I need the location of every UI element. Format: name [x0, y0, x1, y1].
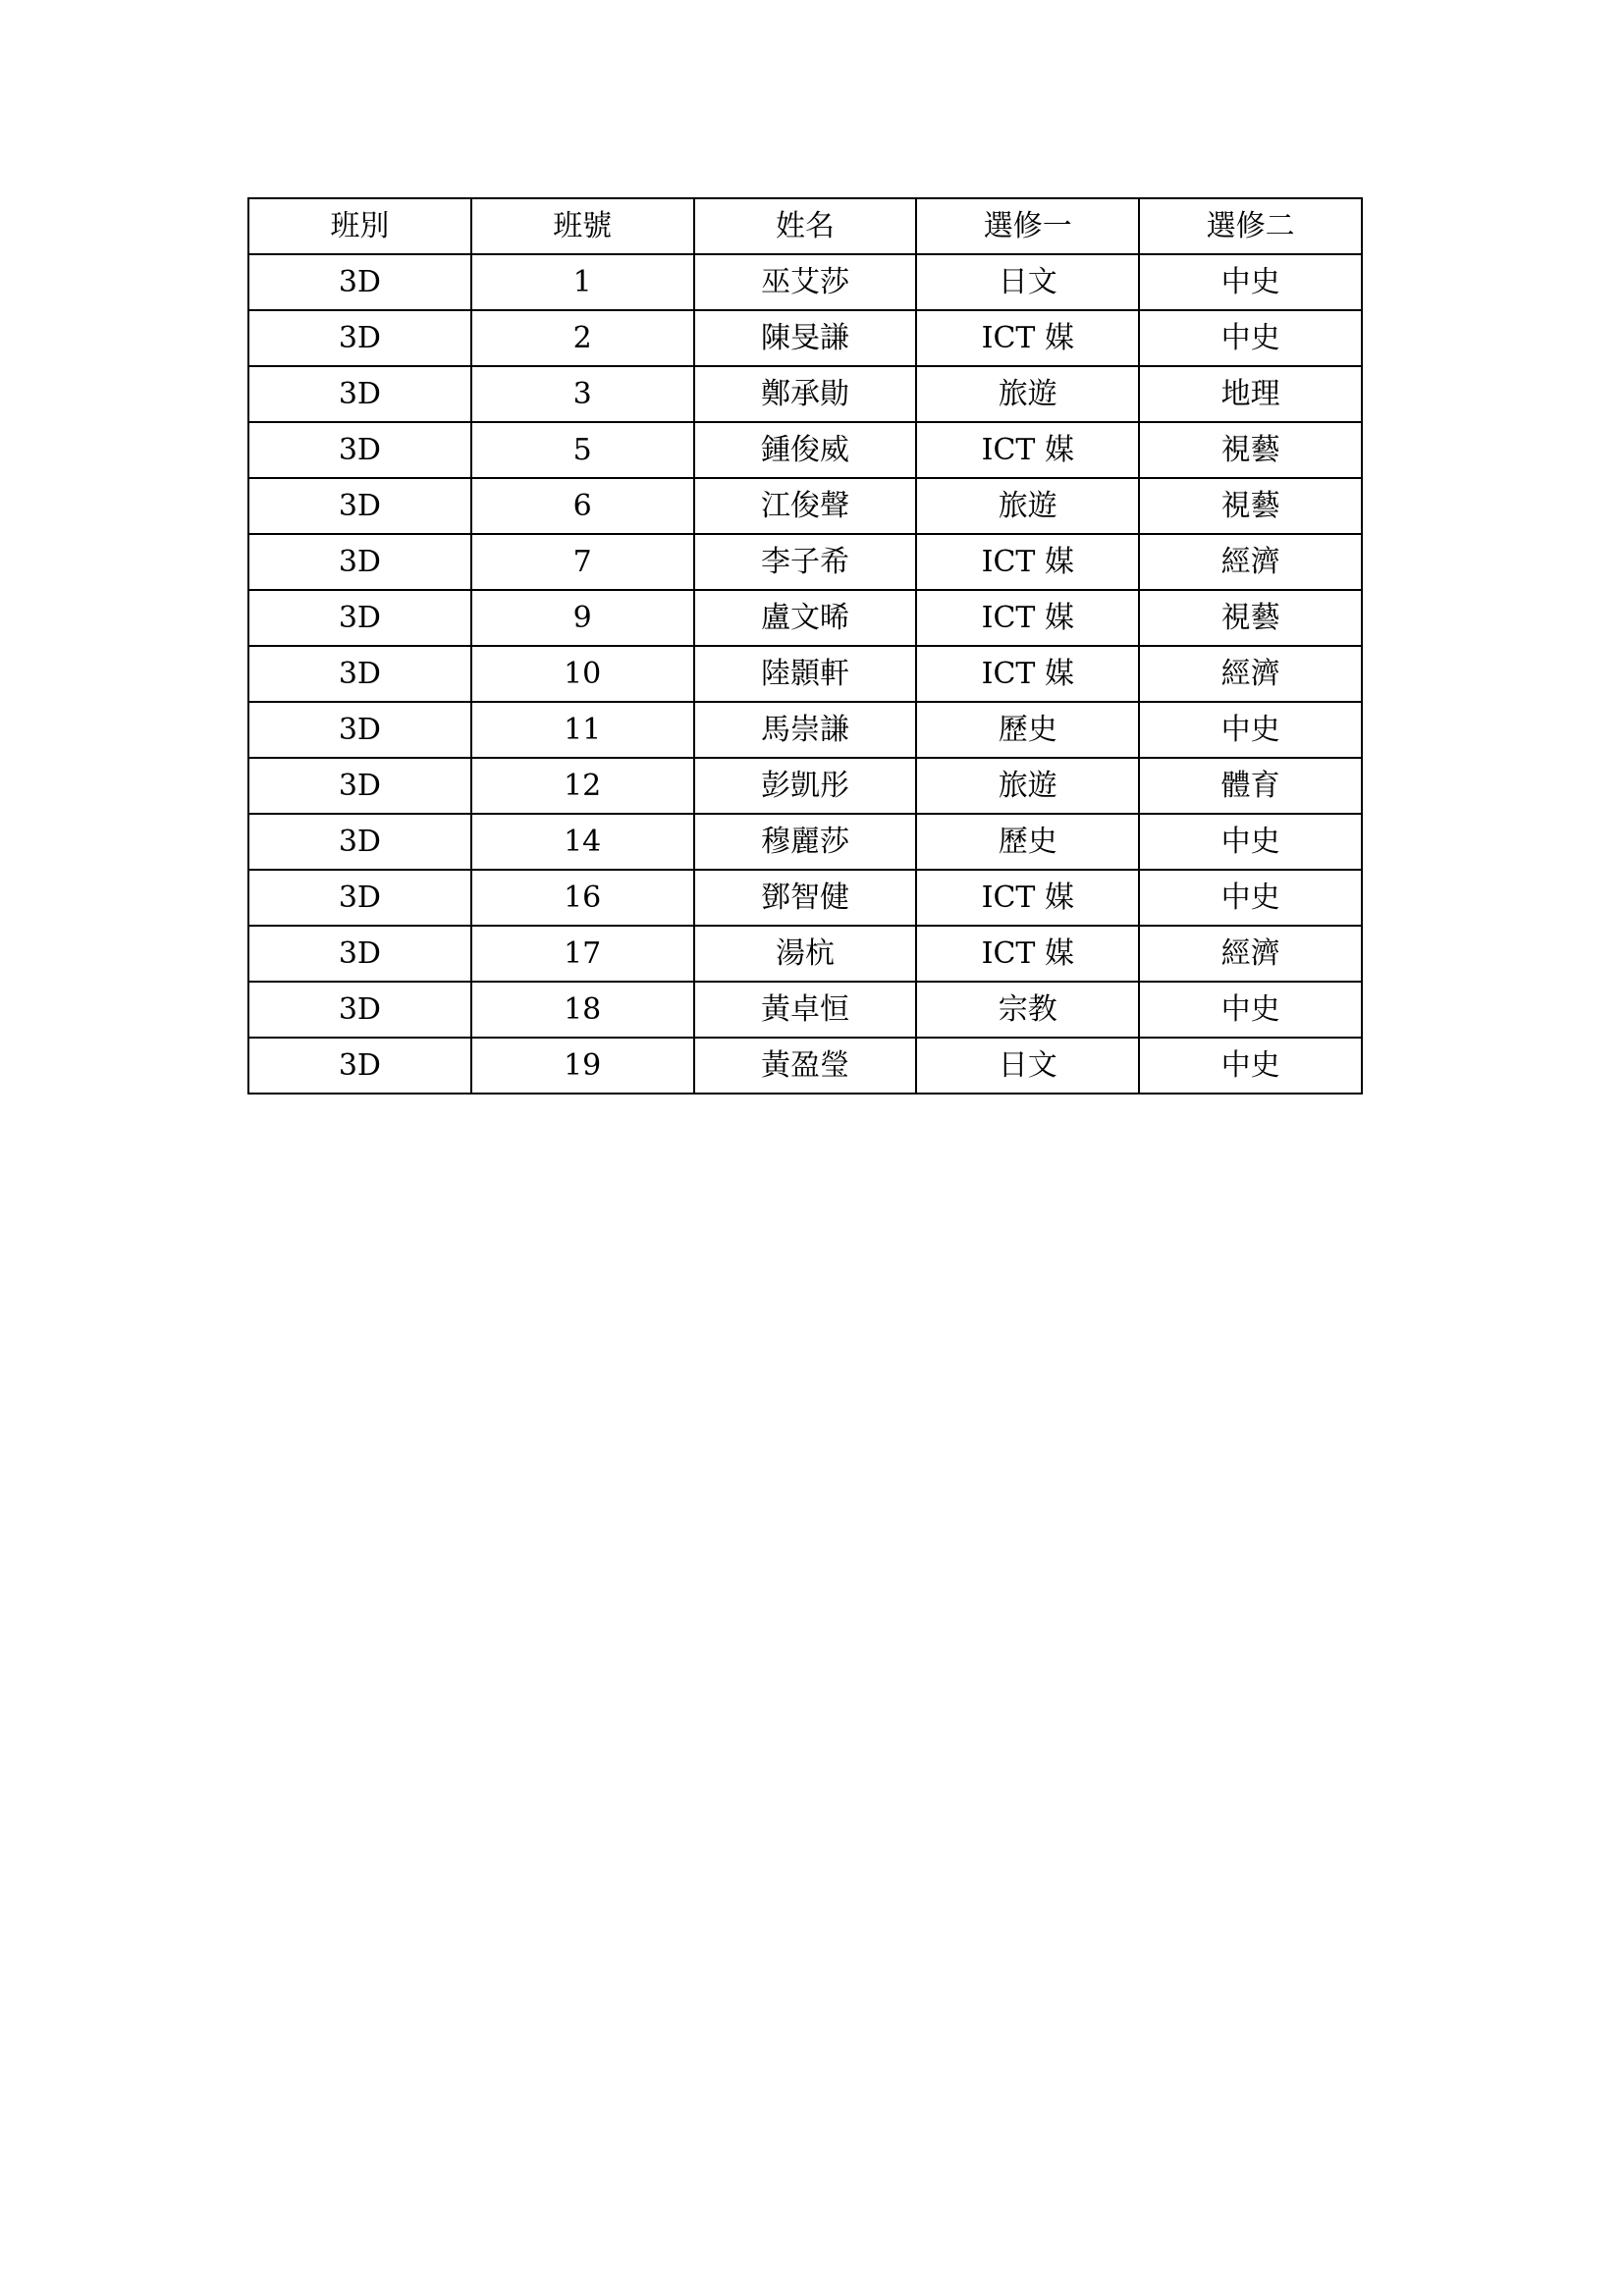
table-row — [248, 646, 1362, 702]
cell-name: 盧文晞 — [694, 590, 917, 646]
cell-name: 鄧智健 — [694, 870, 917, 926]
cell-elective-2: 經濟 — [1139, 534, 1362, 590]
cell-class: 3D — [248, 590, 471, 646]
table-row — [248, 422, 1362, 478]
cell-elective-2: 視藝 — [1139, 590, 1362, 646]
cell-class: 3D — [248, 478, 471, 534]
cell-class: 3D — [248, 534, 471, 590]
cell-elective-2: 中史 — [1139, 310, 1362, 366]
cell-elective-1: 宗教 — [916, 982, 1139, 1038]
cell-elective-1: ICT 媒 — [916, 926, 1139, 982]
cell-name: 彭凱彤 — [694, 758, 917, 814]
cell-class-number: 18 — [471, 982, 694, 1038]
cell-elective-1: 歷史 — [916, 702, 1139, 758]
table-row — [248, 478, 1362, 534]
table-row — [248, 814, 1362, 870]
table-row — [248, 534, 1362, 590]
cell-class: 3D — [248, 422, 471, 478]
cell-name: 黃盈瑩 — [694, 1038, 917, 1094]
cell-name: 湯杭 — [694, 926, 917, 982]
cell-elective-2: 地理 — [1139, 366, 1362, 422]
cell-elective-2: 視藝 — [1139, 478, 1362, 534]
table-row — [248, 702, 1362, 758]
cell-elective-1: 旅遊 — [916, 366, 1139, 422]
cell-elective-1: ICT 媒 — [916, 870, 1139, 926]
cell-name: 黃卓恒 — [694, 982, 917, 1038]
cell-name: 陸顥軒 — [694, 646, 917, 702]
cell-name: 穆麗莎 — [694, 814, 917, 870]
cell-elective-2: 中史 — [1139, 982, 1362, 1038]
table-row — [248, 982, 1362, 1038]
cell-class: 3D — [248, 982, 471, 1038]
table-row — [248, 254, 1362, 310]
cell-class-number: 11 — [471, 702, 694, 758]
table-row — [248, 870, 1362, 926]
cell-class-number: 1 — [471, 254, 694, 310]
table-header-row — [248, 198, 1362, 254]
cell-class: 3D — [248, 926, 471, 982]
cell-name: 馬崇謙 — [694, 702, 917, 758]
cell-elective-2: 中史 — [1139, 814, 1362, 870]
cell-elective-1: 歷史 — [916, 814, 1139, 870]
cell-class: 3D — [248, 646, 471, 702]
header-elective-1: 選修一 — [916, 198, 1139, 254]
table-row — [248, 366, 1362, 422]
table-row — [248, 590, 1362, 646]
cell-class: 3D — [248, 366, 471, 422]
cell-class-number: 17 — [471, 926, 694, 982]
cell-elective-1: ICT 媒 — [916, 534, 1139, 590]
cell-class: 3D — [248, 814, 471, 870]
header-class-number: 班號 — [471, 198, 694, 254]
cell-class-number: 6 — [471, 478, 694, 534]
cell-elective-1: 旅遊 — [916, 478, 1139, 534]
cell-class-number: 14 — [471, 814, 694, 870]
cell-elective-2: 中史 — [1139, 702, 1362, 758]
header-name: 姓名 — [694, 198, 917, 254]
cell-name: 鄭承勛 — [694, 366, 917, 422]
cell-class-number: 12 — [471, 758, 694, 814]
cell-class-number: 16 — [471, 870, 694, 926]
cell-name: 陳旻謙 — [694, 310, 917, 366]
cell-elective-1: 旅遊 — [916, 758, 1139, 814]
cell-class: 3D — [248, 254, 471, 310]
cell-class-number: 2 — [471, 310, 694, 366]
cell-elective-2: 中史 — [1139, 254, 1362, 310]
table-row — [248, 758, 1362, 814]
cell-name: 鍾俊威 — [694, 422, 917, 478]
cell-class-number: 10 — [471, 646, 694, 702]
cell-elective-1: ICT 媒 — [916, 422, 1139, 478]
cell-class-number: 19 — [471, 1038, 694, 1094]
cell-elective-1: ICT 媒 — [916, 310, 1139, 366]
table-row — [248, 1038, 1362, 1094]
cell-class: 3D — [248, 870, 471, 926]
cell-class-number: 5 — [471, 422, 694, 478]
cell-class: 3D — [248, 310, 471, 366]
cell-class: 3D — [248, 702, 471, 758]
elective-roster-table — [247, 197, 1363, 1095]
cell-class: 3D — [248, 758, 471, 814]
cell-name: 李子希 — [694, 534, 917, 590]
cell-class-number: 7 — [471, 534, 694, 590]
cell-name: 巫艾莎 — [694, 254, 917, 310]
cell-name: 江俊聲 — [694, 478, 917, 534]
table-row — [248, 310, 1362, 366]
cell-elective-1: ICT 媒 — [916, 590, 1139, 646]
cell-elective-2: 經濟 — [1139, 926, 1362, 982]
cell-elective-2: 中史 — [1139, 870, 1362, 926]
cell-elective-1: 日文 — [916, 254, 1139, 310]
header-class: 班別 — [248, 198, 471, 254]
cell-elective-2: 中史 — [1139, 1038, 1362, 1094]
cell-class-number: 9 — [471, 590, 694, 646]
cell-elective-2: 經濟 — [1139, 646, 1362, 702]
cell-elective-2: 視藝 — [1139, 422, 1362, 478]
cell-class-number: 3 — [471, 366, 694, 422]
header-elective-2: 選修二 — [1139, 198, 1362, 254]
cell-elective-2: 體育 — [1139, 758, 1362, 814]
cell-elective-1: 日文 — [916, 1038, 1139, 1094]
table-row — [248, 926, 1362, 982]
cell-class: 3D — [248, 1038, 471, 1094]
cell-elective-1: ICT 媒 — [916, 646, 1139, 702]
